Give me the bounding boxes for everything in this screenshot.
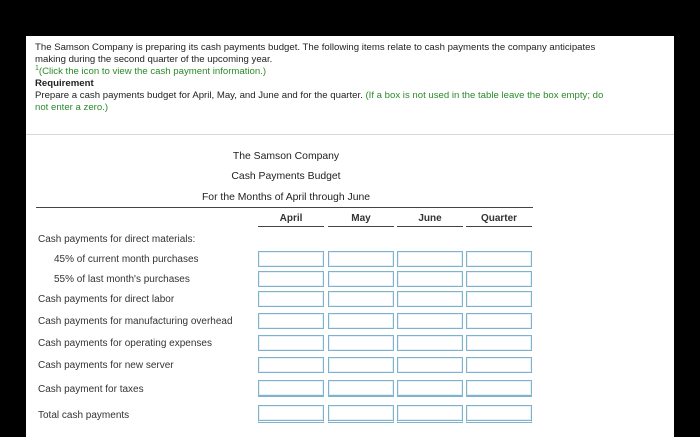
instructions-line-1: The Samson Company is preparing its cash payments budget. The following items relate to cash payments the company anticipates (35, 42, 596, 53)
input-server-april[interactable] (258, 357, 324, 373)
company-name: The Samson Company (232, 151, 340, 162)
header-underline-may (328, 226, 394, 227)
input-direct-labor-april[interactable] (258, 291, 324, 307)
input-overhead-april[interactable] (258, 313, 324, 329)
info-link[interactable]: (Click the icon to view the cash payment information.) (38, 66, 267, 77)
section-divider (26, 134, 674, 135)
requirement-note-cont: not enter a zero.) (35, 102, 109, 113)
header-underline-april (258, 226, 324, 227)
input-overhead-may[interactable] (328, 313, 394, 329)
input-server-quarter[interactable] (466, 357, 532, 373)
input-taxes-june[interactable] (397, 380, 463, 397)
requirement-text-row (35, 90, 670, 102)
row-label-operating-expenses: Cash payments for operating expenses (38, 338, 212, 349)
input-direct-labor-quarter[interactable] (466, 291, 532, 307)
input-taxes-april[interactable] (258, 380, 324, 397)
input-total-quarter[interactable] (466, 405, 532, 423)
input-last-month-june[interactable] (397, 271, 463, 287)
budget-title: Cash Payments Budget (231, 171, 341, 182)
info-link-row[interactable] (35, 66, 670, 78)
row-label-direct-materials: Cash payments for direct materials: (38, 234, 196, 245)
requirement-text: Prepare a cash payments budget for April, May, and June and for the quarter. (35, 90, 363, 101)
input-server-may[interactable] (328, 357, 394, 373)
input-taxes-may[interactable] (328, 380, 394, 397)
header-underline-june (397, 226, 463, 227)
row-label-new-server: Cash payments for new server (38, 360, 174, 371)
instructions-line-2: making during the second quarter of the upcoming year. (35, 54, 273, 65)
input-last-month-april[interactable] (258, 271, 324, 287)
column-header-june: June (418, 213, 442, 224)
row-label-manufacturing-overhead: Cash payments for manufacturing overhead (38, 316, 233, 327)
input-taxes-quarter[interactable] (466, 380, 532, 397)
requirement-heading: Requirement (35, 78, 94, 89)
input-current-month-quarter[interactable] (466, 251, 532, 267)
input-operating-june[interactable] (397, 335, 463, 351)
input-operating-quarter[interactable] (466, 335, 532, 351)
instructions (35, 42, 670, 114)
input-direct-labor-june[interactable] (397, 291, 463, 307)
row-label-taxes: Cash payment for taxes (38, 384, 144, 395)
input-current-month-june[interactable] (397, 251, 463, 267)
budget-period: For the Months of April through June (201, 192, 371, 203)
row-label-direct-labor: Cash payments for direct labor (38, 294, 175, 305)
header-top-rule (36, 207, 533, 208)
input-total-may[interactable] (328, 405, 394, 423)
input-direct-labor-may[interactable] (328, 291, 394, 307)
column-header-quarter: Quarter (480, 213, 518, 224)
header-underline-quarter (466, 226, 532, 227)
row-label-total: Total cash payments (38, 410, 130, 421)
input-last-month-quarter[interactable] (466, 271, 532, 287)
input-operating-april[interactable] (258, 335, 324, 351)
column-header-may: May (351, 213, 371, 224)
row-label-last-month: 55% of last month's purchases (54, 274, 190, 285)
row-label-current-month: 45% of current month purchases (54, 254, 199, 265)
input-server-june[interactable] (397, 357, 463, 373)
input-overhead-june[interactable] (397, 313, 463, 329)
input-current-month-april[interactable] (258, 251, 324, 267)
requirement-note: (If a box is not used in the table leave the box empty; do (365, 90, 604, 101)
input-last-month-may[interactable] (328, 271, 394, 287)
input-overhead-quarter[interactable] (466, 313, 532, 329)
input-operating-may[interactable] (328, 335, 394, 351)
input-current-month-may[interactable] (328, 251, 394, 267)
info-icon[interactable]: 1 (35, 64, 39, 72)
problem-page (26, 36, 674, 437)
column-header-april: April (279, 213, 303, 224)
input-total-april[interactable] (258, 405, 324, 423)
input-total-june[interactable] (397, 405, 463, 423)
